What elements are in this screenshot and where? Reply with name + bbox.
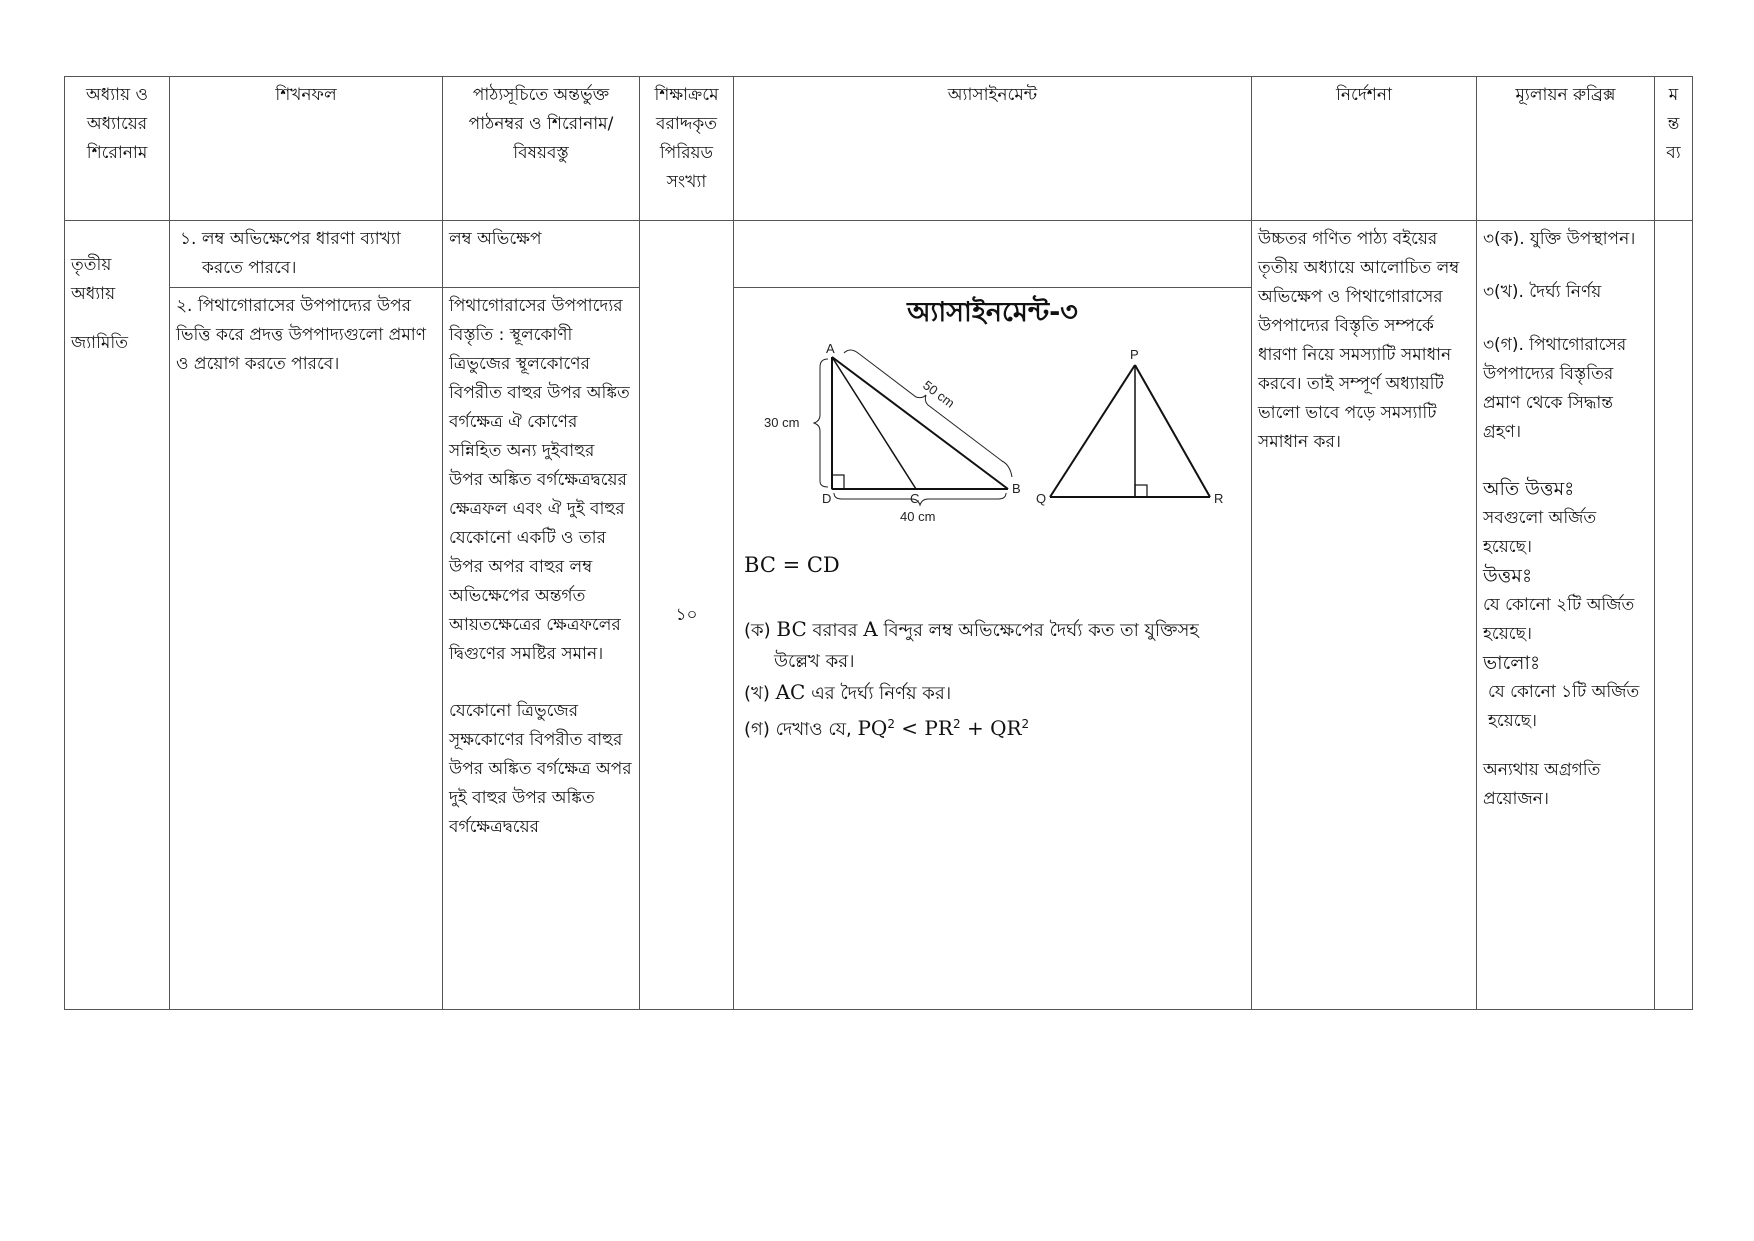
outcome-1-text: ১. লম্ব অভিক্ষেপের ধারণা ব্যাখ্যা করতে পারবে। xyxy=(180,229,401,278)
line-ac xyxy=(832,357,916,489)
rubric-excellent-text: সবগুলো অর্জিত হয়েছে। xyxy=(1483,508,1597,557)
label-q: Q xyxy=(1036,491,1047,506)
header-chapter: অধ্যায় ও অধ্যায়ের শিরোনাম xyxy=(65,77,170,221)
outcome-1 xyxy=(170,221,443,288)
chapter-number: তৃতীয় অধ্যায় xyxy=(71,255,116,304)
label-a: A xyxy=(826,341,835,356)
rubric-fair-text: যে কোনো ১টি অর্জিত হয়েছে। xyxy=(1488,682,1640,731)
syllabus-row2-part2: যেকোনো ত্রিভুজের সূক্ষকোণের বিপরীত বাহুর উপর অঙ্কিত বর্গক্ষেত্র অপর দুই বাহুর উপর অঙ্কিত বর্গক্ষেত্রদ্বয়ের xyxy=(449,701,632,837)
outcome-2: ২. পিথাগোরাসের উপপাদ্যের উপর ভিত্তি করে প্রদত্ত উপপাদ্যগুলো প্রমাণ ও প্রয়োগ করতে পারবে। xyxy=(170,288,443,1010)
line-pq xyxy=(1050,365,1135,497)
assignment-title: অ্যাসাইনমেন্ট-৩ xyxy=(907,297,1078,328)
label-d: D xyxy=(822,491,832,506)
chapter-cell xyxy=(65,221,170,1010)
label-b: B xyxy=(1012,481,1021,496)
header-rubric: ম্যূলায়ন রুব্রিক্স xyxy=(1477,77,1655,221)
label-p: P xyxy=(1130,347,1139,362)
dim-ab: 50 cm xyxy=(920,377,958,411)
geometry-figures xyxy=(740,337,1240,537)
syllabus-row2-part1: পিথাগোরাসের উপপাদ্যের বিস্তৃতি : স্থূলকোণী ত্রিভুজের স্থূলকোণের বিপরীত বাহুর উপর অঙ্কিত বর্গক্ষেত্র ঐ কোণের সন্নিহিত অন্য দুইবাহুর উপর অঙ্কিত বর্গক্ষেত্রদ্বয়ের ক্ষেত্রফল এবং ঐ দুই বাহুর যেকোনো একটি ও তার উপর অপর বাহুর লম্ব অভিক্ষেপের অন্তর্গত আয়তক্ষেত্রের ক্ষেত্রফলের দ্বিগুণের সমষ্টির সমান। xyxy=(449,296,630,664)
rubric-excellent-label: অতি উত্তমঃ xyxy=(1483,478,1575,500)
brace-db xyxy=(834,493,1006,505)
rubric-good-text: যে কোনো ২টি অর্জিত হয়েছে। xyxy=(1483,595,1635,644)
rubric-criterion-3: ৩(গ). পিথাগোরাসের উপপাদ্যের বিস্তৃতির প্রমাণ থেকে সিদ্ধান্ত গ্রহণ। xyxy=(1483,335,1627,442)
periods-cell: ১০ xyxy=(640,221,734,1010)
header-syllabus: পাঠ্যসূচিতে অন্তর্ভুক্ত পাঠনম্বর ও শিরোনাম/ বিষয়বস্তু xyxy=(443,77,640,221)
header-outcome: শিখনফল xyxy=(170,77,443,221)
rubric-good-label: উত্তমঃ xyxy=(1483,565,1533,587)
syllabus-row2 xyxy=(443,288,640,1010)
rubric-cell xyxy=(1477,221,1655,1010)
right-angle-foot xyxy=(1135,485,1147,497)
questions xyxy=(744,614,1245,745)
header-row xyxy=(65,77,1693,221)
label-c: C xyxy=(910,491,920,506)
rubric-criterion-1: ৩(ক). যুক্তি উপস্থাপন। xyxy=(1483,229,1636,249)
given-equation: BC = CD xyxy=(744,553,840,577)
lesson-plan-table xyxy=(64,76,1693,1010)
dim-db: 40 cm xyxy=(900,509,936,524)
header-periods: শিক্ষাক্রমে বরাদ্দকৃত পিরিয়ড সংখ্যা xyxy=(640,77,734,221)
question-ka: (ক) BC বরাবর A বিন্দুর লম্ব অভিক্ষেপের দৈর্ঘ্য কত তা যুক্তিসহ উল্লেখ কর। xyxy=(744,617,1199,672)
rubric-criterion-2: ৩(খ). দৈর্ঘ্য নির্ণয় xyxy=(1483,282,1602,302)
instruction-cell: উচ্চতর গণিত পাঠ্য বইয়ের তৃতীয় অধ্যায়ে আলোচিত লম্ব অভিক্ষেপ ও পিথাগোরাসের উপপাদ্যের বিস্তৃতি সম্পর্কে ধারণা নিয়ে সমস্যাটি সমাধান করবে। তাই সম্পূর্ণ অধ্যায়টি ভালো ভাবে পড়ে সমস্যাটি সমাধান কর। xyxy=(1252,221,1477,1010)
rubric-else-text: অন্যথায় অগ্রগতি প্রয়োজন। xyxy=(1483,760,1601,809)
dim-ad: 30 cm xyxy=(764,415,800,430)
line-pr xyxy=(1135,365,1210,497)
syllabus-row1: লম্ব অভিক্ষেপ xyxy=(443,221,640,288)
question-kha: (খ) AC এর দৈর্ঘ্য নির্ণয় কর। xyxy=(744,680,952,704)
content-row-1 xyxy=(65,221,1693,288)
header-assignment: অ্যাসাইনমেন্ট xyxy=(734,77,1252,221)
assignment-cell xyxy=(734,288,1252,1010)
remarks-cell xyxy=(1655,221,1693,1010)
brace-ad xyxy=(814,359,828,487)
header-remarks: ম ন্ত ব্য xyxy=(1655,77,1693,221)
brace-ab xyxy=(844,350,1012,477)
assignment-top-cell xyxy=(734,221,1252,288)
label-r: R xyxy=(1214,491,1224,506)
header-instruction: নির্দেশনা xyxy=(1252,77,1477,221)
rubric-fair-label: ভালোঃ xyxy=(1483,652,1541,674)
chapter-title: জ্যামিতি xyxy=(71,333,128,353)
question-ga: (গ) দেখাও যে, $PQ^2 < PR^2 + QR^2$ xyxy=(744,716,1030,740)
right-angle-d xyxy=(832,475,844,489)
line-ab xyxy=(832,357,1008,489)
